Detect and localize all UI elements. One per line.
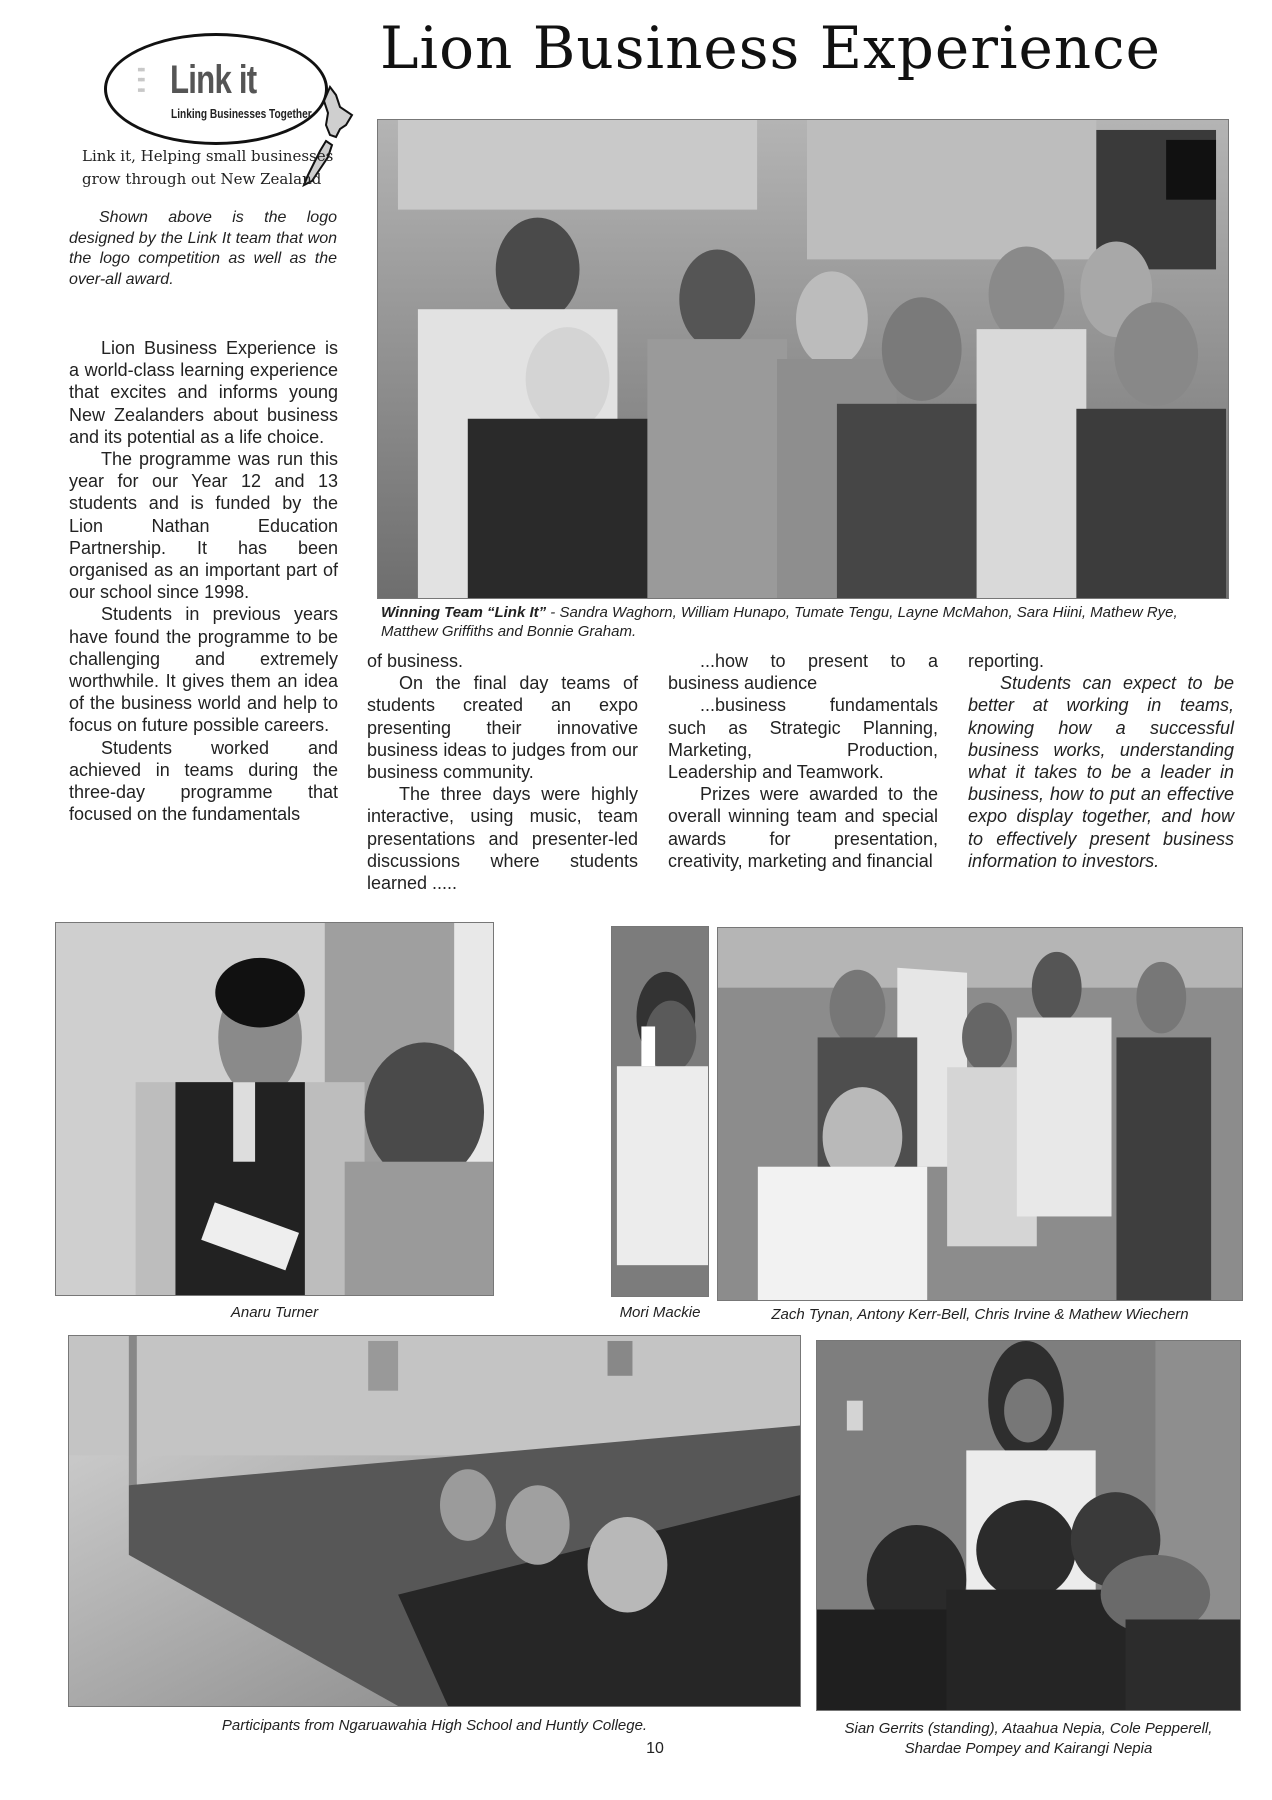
- paragraph: Lion Business Experience is a world-class learning experience that excites and informs young New Zealanders about business and its potential as a life choice.: [69, 338, 338, 447]
- paragraph: Students worked and achieved in teams during the three-day programme that focused on the fundamentals: [69, 737, 338, 825]
- photo-sian-gerrits-caption: Sian Gerrits (standing), Ataahua Nepia, Cole Pepperell, Shardae Pompey and Kairangi Nepia: [844, 1720, 1213, 1757]
- logo-note: [69, 208, 337, 290]
- photo-anaru-turner: [55, 922, 494, 1296]
- logo-slogan-line: grow through out New Zealand: [82, 170, 322, 188]
- photo-group-four: [717, 927, 1243, 1301]
- article-column-2: [367, 650, 638, 894]
- paragraph: ...business fundamentals such as Strategic Planning, Marketing, Production, Leadership and Teamwork.: [668, 695, 938, 783]
- article-column-1: [69, 337, 338, 825]
- logo-slogan-line: Link it, Helping small businesses: [82, 147, 334, 165]
- article-column-4: [968, 650, 1234, 872]
- photo-group-four-caption: Zach Tynan, Antony Kerr-Bell, Chris Irvine & Mathew Wiechern: [771, 1306, 1189, 1323]
- photo-mori-mackie-caption: Mori Mackie: [619, 1304, 701, 1321]
- photo-participants-caption: Participants from Ngaruawahia High School and Huntly College.: [221, 1717, 648, 1734]
- logo-slogan: [82, 145, 333, 191]
- paragraph: On the final day teams of students created an expo presenting their innovative business ideas to judges from our business community.: [367, 673, 638, 783]
- logo-name: Link it: [170, 58, 257, 102]
- paragraph: The three days were highly interactive, using music, team presentations and presenter-led discussions where students learned .....: [367, 784, 638, 894]
- photo-sian-gerrits: [816, 1340, 1241, 1711]
- photo-mori-mackie-image: [612, 927, 708, 1296]
- caption-bold-title: Winning Team “Link It”: [381, 604, 547, 621]
- paragraph-italic: Students can expect to be better at working in teams, knowing how a successful business works, understanding what it takes to be a leader in business, how to put an effective expo display together, and how to effectively present business information to investors.: [968, 673, 1234, 871]
- paragraph: Prizes were awarded to the overall winning team and special awards for presentation, creativity, marketing and financial: [668, 784, 938, 871]
- logo-tagline: Linking Businesses Together: [171, 106, 312, 121]
- page-title: Lion Business Experience: [380, 14, 1161, 82]
- paragraph: reporting.: [968, 651, 1045, 671]
- page-number: 10: [646, 1740, 664, 1757]
- photo-anaru-turner-caption: Anaru Turner: [230, 1304, 319, 1321]
- photo-mori-mackie: [611, 926, 709, 1297]
- photo-winning-team: [377, 119, 1229, 599]
- photo-group-four-image: [718, 928, 1242, 1300]
- photo-winning-team-image: [378, 120, 1228, 598]
- caption-names: - Sandra Waghorn, William Hunapo, Tumate Tengu, Layne McMahon, Sara Hiini, Mathew Rye, Matthew Griffiths and Bonnie Graham.: [381, 604, 1178, 640]
- paragraph: of business.: [367, 651, 464, 671]
- photo-anaru-turner-image: [56, 923, 493, 1295]
- article-column-3: [668, 650, 938, 872]
- link-it-symbol-icon: ⫶⫶: [135, 62, 141, 103]
- logo-note-text: Shown above is the logo designed by the Link It team that won the logo competition as well as the over-all award.: [69, 209, 337, 288]
- photo-participants: [68, 1335, 801, 1707]
- paragraph: ...how to present to a business audience: [668, 651, 938, 694]
- paragraph: Students in previous years have found the programme to be challenging and extremely worthwhile. It gives them an idea of the business world and help to focus on future possible careers.: [69, 604, 338, 736]
- photo-participants-image: [69, 1336, 800, 1706]
- paragraph: The programme was run this year for our Year 12 and 13 students and is funded by the Lion Nathan Education Partnership. It has been organised as an important part of our school since 1998.: [69, 449, 338, 603]
- photo-winning-team-caption: [381, 603, 1231, 641]
- photo-sian-gerrits-image: [817, 1341, 1240, 1710]
